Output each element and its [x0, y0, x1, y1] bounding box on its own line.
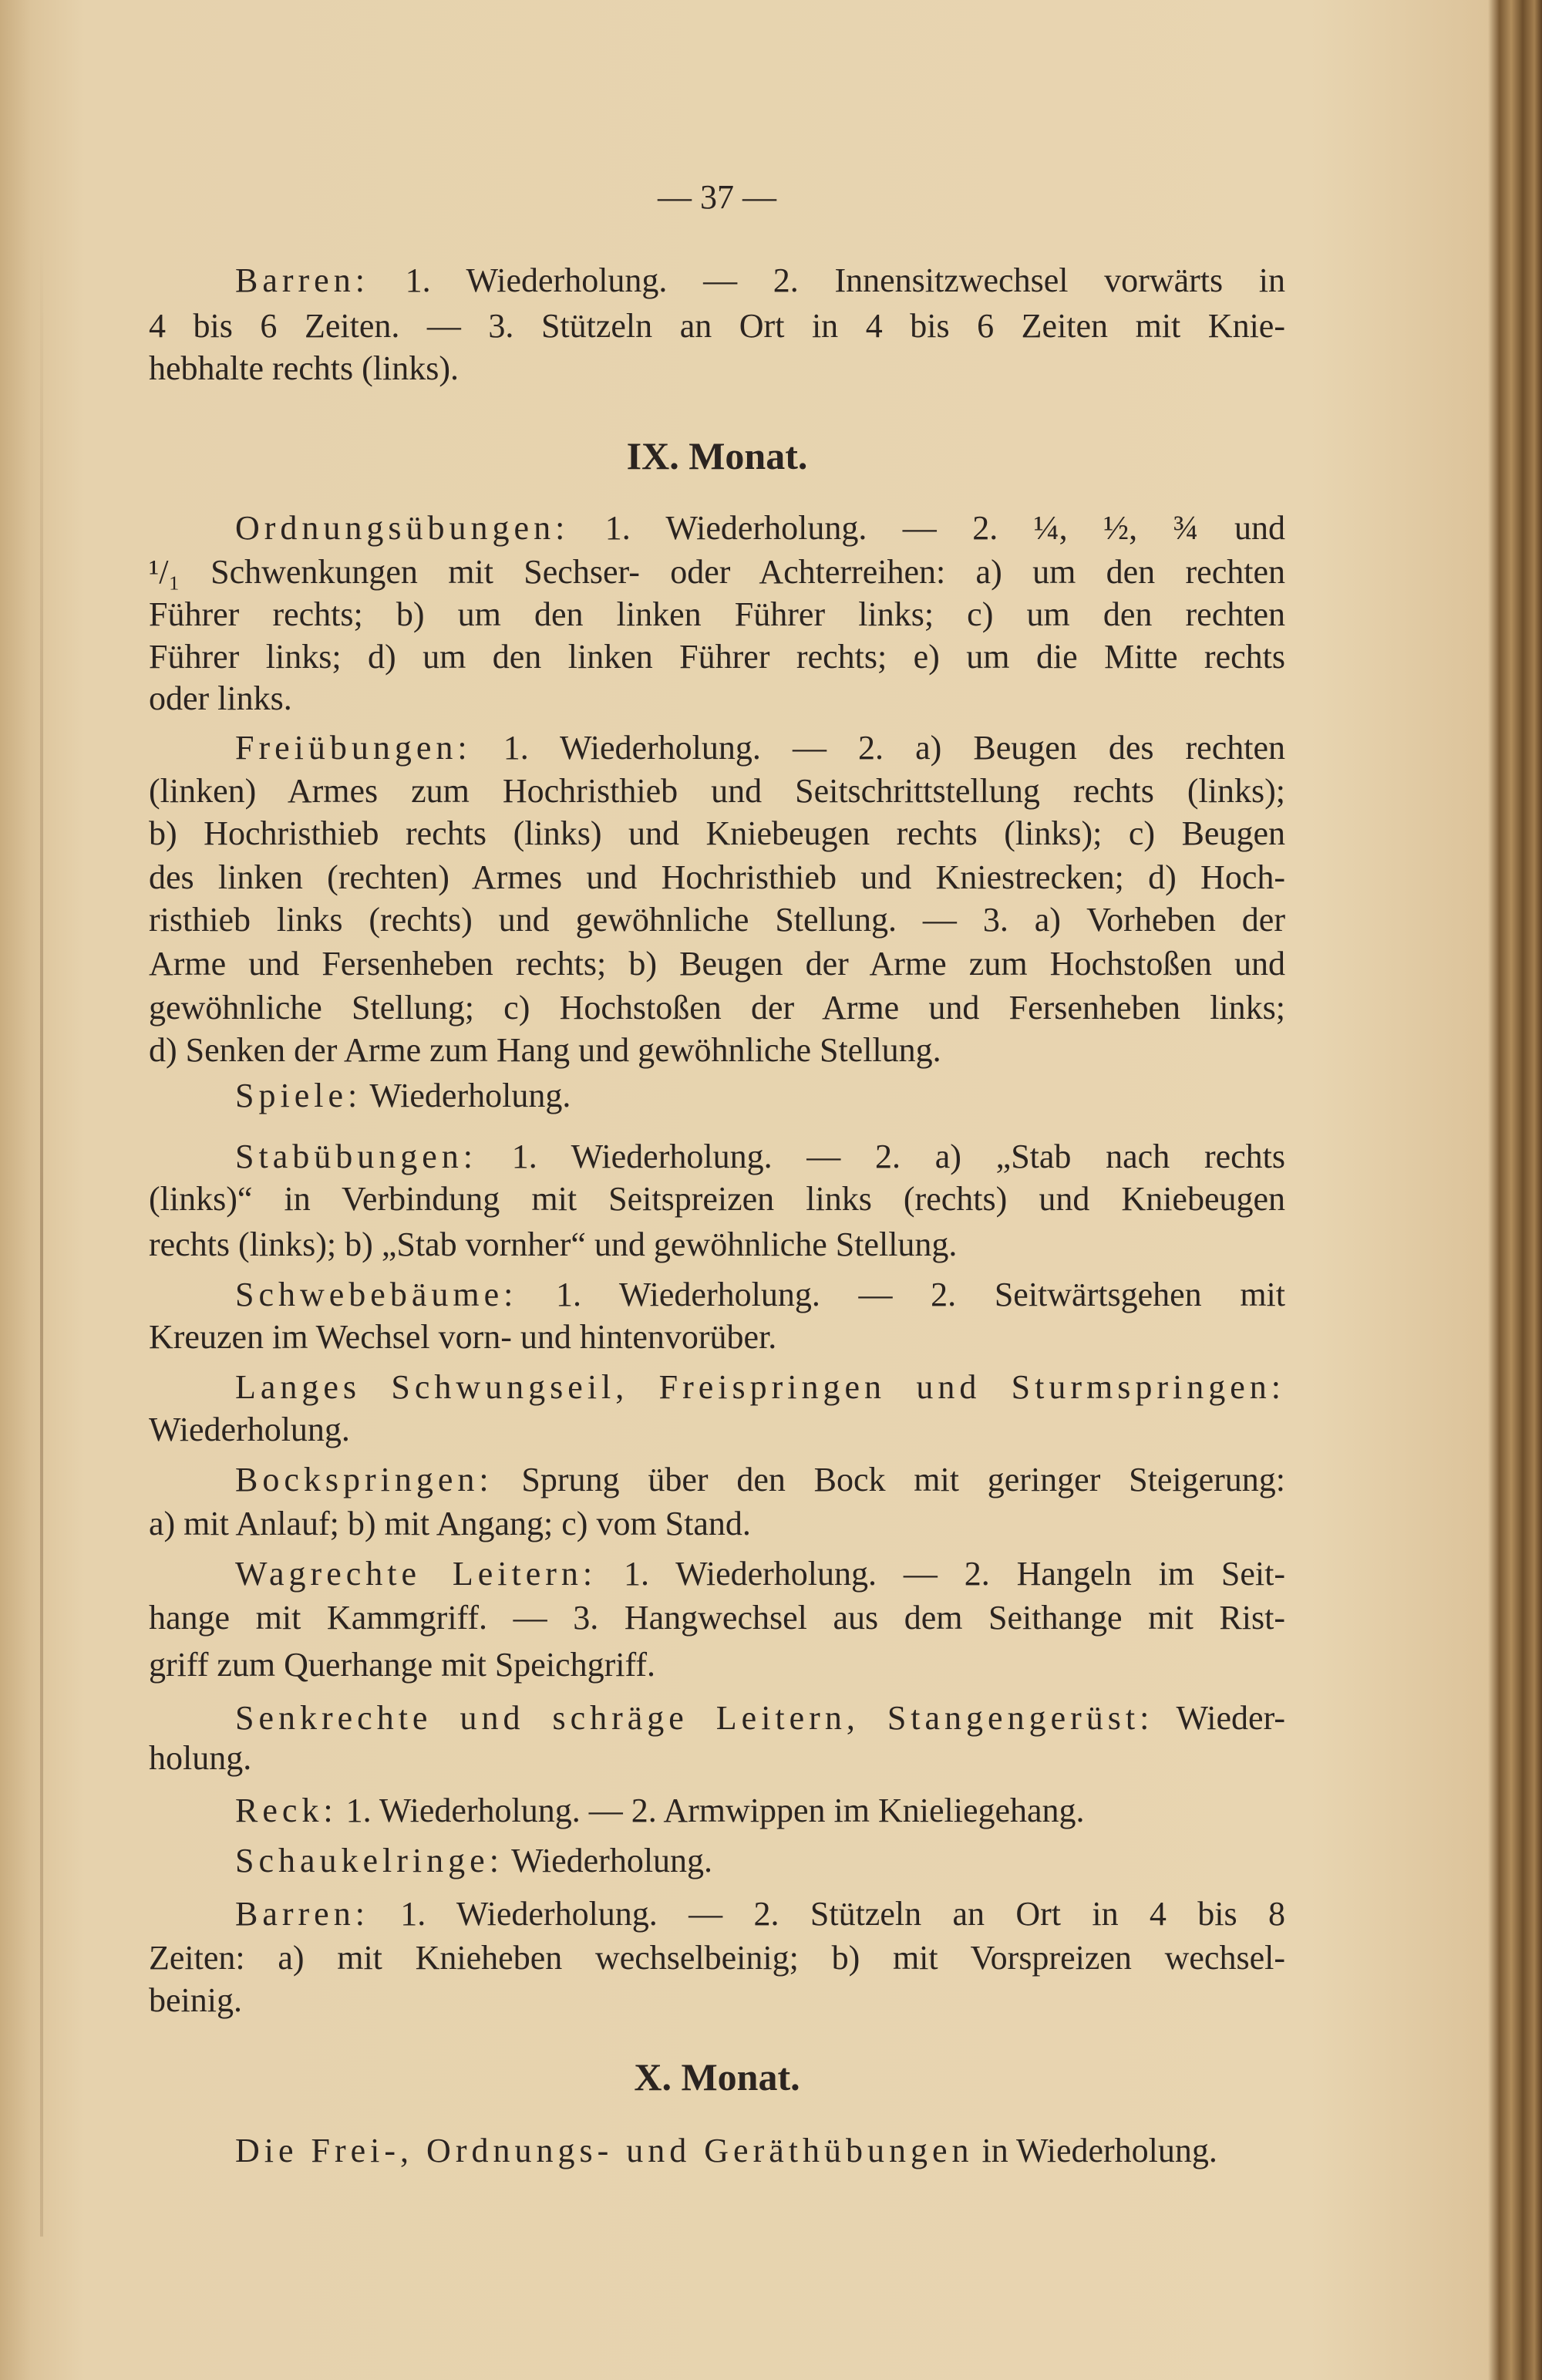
paragraph-line: oder links. — [149, 679, 292, 717]
paragraph-line: Kreuzen im Wechsel vorn- und hintenvorüber. — [149, 1318, 777, 1356]
paragraph-line: (linken) Armes zum Hochristhieb und Seitschrittstellung rechts (links); — [149, 772, 1285, 810]
page-number: — 37 — — [658, 178, 776, 216]
exercise-label: Bockspringen: — [235, 1461, 493, 1498]
paragraph-first-line: Reck: 1. Wiederholung. — 2. Armwippen im Knieliegehang. — [235, 1792, 1085, 1829]
exercise-label: Spiele: — [235, 1077, 362, 1114]
paragraph-first-line: Senkrechte und schräge Leitern, Stangengerüst: Wieder- — [235, 1699, 1285, 1737]
paragraph-line: a) mit Anlauf; b) mit Angang; c) vom Stand. — [149, 1505, 751, 1542]
paragraph-line: Zeiten: a) mit Knieheben wechselbeinig; b) mit Vorspreizen wechsel- — [149, 1939, 1285, 1977]
paragraph-line: rechts (links); b) „Stab vornher“ und gewöhnliche Stellung. — [149, 1225, 958, 1263]
paragraph-line: Führer rechts; b) um den linken Führer links; c) um den rechten — [149, 595, 1285, 633]
paragraph-first-line: Spiele: Wiederholung. — [235, 1077, 571, 1114]
paragraph-line: gewöhnliche Stellung; c) Hochstoßen der Arme und Fersenheben links; — [149, 989, 1285, 1027]
paragraph-line: risthieb links (rechts) und gewöhnliche Stellung. — 3. a) Vorheben der — [149, 901, 1285, 939]
paragraph-first-line: Schwebebäume: 1. Wiederholung. — 2. Seitwärtsgehen mit — [235, 1276, 1285, 1313]
paragraph-first-line: Wagrechte Leitern: 1. Wiederholung. — 2. Hangeln im Seit- — [235, 1555, 1285, 1593]
exercise-label: Die Frei-, Ordnungs- und Geräthübungen — [235, 2132, 974, 2169]
paragraph-line: 4 bis 6 Zeiten. — 3. Stützeln an Ort in 4 bis 6 Zeiten mit Knie- — [149, 307, 1285, 345]
exercise-label: Langes Schwungseil, Freispringen und Sturmspringen: — [235, 1368, 1285, 1406]
paragraph-line: d) Senken der Arme zum Hang und gewöhnliche Stellung. — [149, 1031, 941, 1069]
exercise-label: Wagrechte Leitern: — [235, 1555, 598, 1593]
section-heading: IX. Monat. — [626, 434, 808, 477]
paragraph-line: holung. — [149, 1739, 252, 1777]
exercise-label: Barren: — [235, 261, 369, 299]
exercise-label: Barren: — [235, 1895, 369, 1933]
exercise-label: Schaukelringe: — [235, 1842, 503, 1879]
exercise-label: Stabübungen: — [235, 1138, 477, 1175]
paragraph-line: beinig. — [149, 1981, 242, 2019]
paragraph-line: b) Hochristhieb rechts (links) und Kniebeugen rechts (links); c) Beugen — [149, 814, 1285, 852]
paragraph-line: griff zum Querhange mit Speichgriff. — [149, 1646, 655, 1684]
paragraph-line: des linken (rechten) Armes und Hochristhieb und Kniestrecken; d) Hoch- — [149, 858, 1285, 896]
paragraph-first-line: Barren: 1. Wiederholung. — 2. Innensitzwechsel vorwärts in — [235, 261, 1285, 299]
paragraph-first-line: Die Frei-, Ordnungs- und Geräthübungen in Wiederholung. — [235, 2132, 1217, 2169]
paragraph-first-line: Stabübungen: 1. Wiederholung. — 2. a) „Stab nach rechts — [235, 1138, 1285, 1175]
paragraph-first-line — [235, 1366, 1285, 1409]
paragraph-line: ¹/₁ Schwenkungen mit Sechser- oder Achterreihen: a) um den rechten — [149, 553, 1285, 591]
paragraph-line: hebhalte rechts (links). — [149, 349, 459, 387]
paragraph-first-line: Barren: 1. Wiederholung. — 2. Stützeln an Ort in 4 bis 8 — [235, 1895, 1285, 1933]
paragraph-first-line: Freiübungen: 1. Wiederholung. — 2. a) Beugen des rechten — [235, 729, 1285, 767]
section-heading: X. Monat. — [634, 2055, 800, 2099]
paragraph-line: hange mit Kammgriff. — 3. Hangwechsel aus dem Seithange mit Rist- — [149, 1599, 1285, 1637]
paragraph-line: Führer links; d) um den linken Führer rechts; e) um die Mitte rechts — [149, 638, 1285, 676]
exercise-label: Senkrechte und schräge Leitern, Stangengerüst: — [235, 1699, 1154, 1737]
exercise-label: Schwebebäume: — [235, 1276, 518, 1313]
paragraph-first-line: Ordnungsübungen: 1. Wiederholung. — 2. ¼, ½, ¾ und — [235, 509, 1285, 547]
paragraph-first-line: Schaukelringe: Wiederholung. — [235, 1842, 713, 1879]
paragraph-first-line: Bockspringen: Sprung über den Bock mit geringer Steigerung: — [235, 1461, 1285, 1498]
paragraph-line: Arme und Fersenheben rechts; b) Beugen der Arme zum Hochstoßen und — [149, 945, 1285, 983]
exercise-label: Freiübungen: — [235, 729, 472, 767]
page-edge-shadow — [40, 231, 43, 2237]
paragraph-line: (links)“ in Verbindung mit Seitspreizen links (rechts) und Kniebeugen — [149, 1180, 1285, 1218]
paragraph-line: Wiederholung. — [149, 1411, 350, 1448]
exercise-label: Reck: — [235, 1792, 338, 1829]
exercise-label: Ordnungsübungen: — [235, 509, 570, 547]
